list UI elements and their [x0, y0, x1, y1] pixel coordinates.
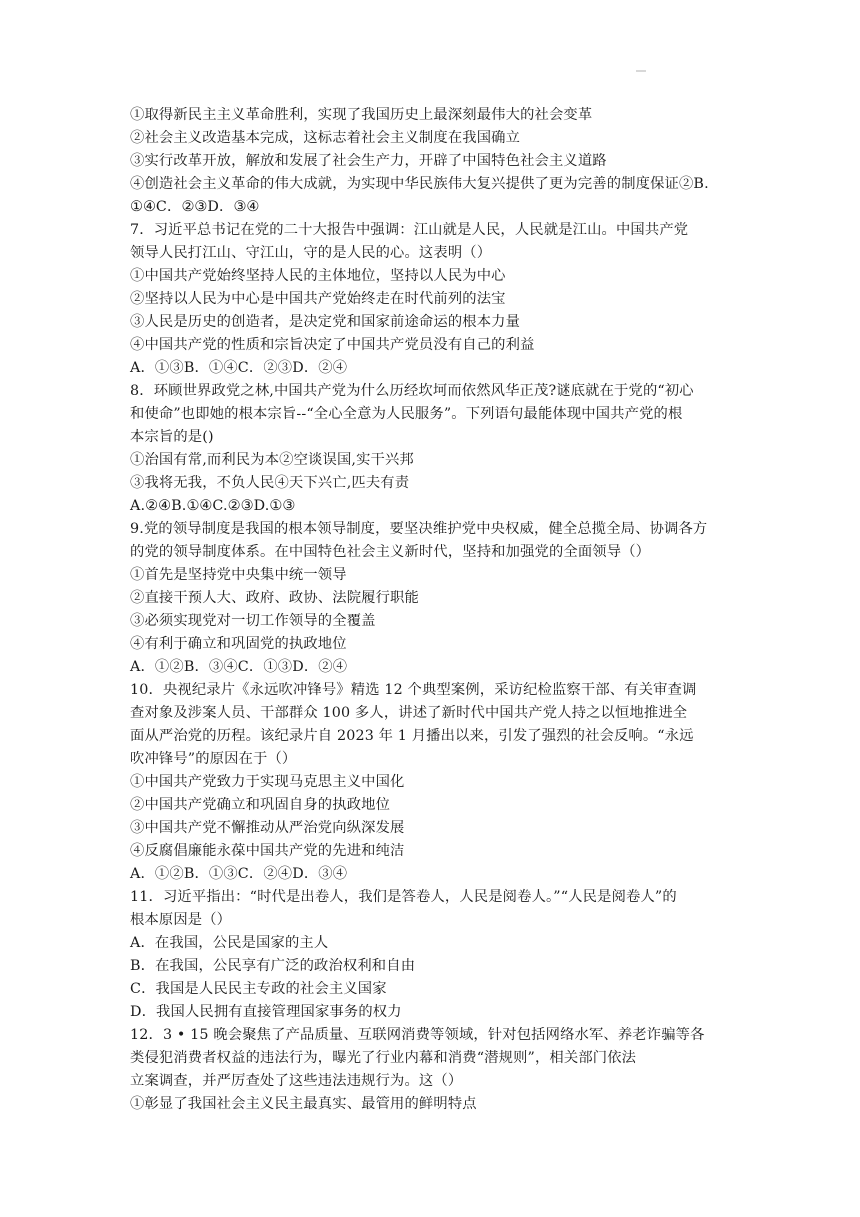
- text-line: 12．3 • 15 晚会聚焦了产品质量、互联网消费等领域，针对包括网络水军、养老诈骗等各: [130, 1027, 705, 1043]
- text-line: 11．习近平指出：“时代是出卷人，我们是答卷人，人民是阅卷人。”“人民是阅卷人”的: [130, 889, 677, 905]
- text-line: ①取得新民主主义革命胜利，实现了我国历史上最深刻最伟大的社会变革: [130, 107, 593, 123]
- text-line: ①彰显了我国社会主义民主最真实、最管用的鲜明特点: [130, 1096, 477, 1112]
- text-line: ①④C．②③D．③④: [130, 199, 260, 215]
- text-line: 9.党的领导制度是我国的根本领导制度，要坚决维护党中央权威，健全总揽全局、协调各方: [130, 521, 708, 537]
- page-corner-mark: [636, 70, 646, 72]
- text-line: ②中国共产党确立和巩固自身的执政地位: [130, 797, 391, 813]
- text-line: 本宗旨的是(): [130, 429, 214, 445]
- text-line: 查对象及涉案人员、干部群众 100 多人，讲述了新时代中国共产党人持之以恒地推进全: [130, 705, 688, 721]
- text-line: ③中国共产党不懈推动从严治党向纵深发展: [130, 820, 405, 836]
- text-line: ④创造社会主义革命的伟大成就，为实现中华民族伟大复兴提供了更为完善的制度保证②B.: [130, 176, 709, 192]
- text-line: ④反腐倡廉能永葆中国共产党的先进和纯洁: [130, 843, 405, 859]
- text-line: ②社会主义改造基本完成，这标志着社会主义制度在我国确立: [130, 130, 521, 146]
- text-line: ①治国有常,而利民为本②空谈误国,实干兴邦: [130, 452, 414, 468]
- text-line: ①中国共产党致力于实现马克思主义中国化: [130, 774, 405, 790]
- text-line: ③我将无我，不负人民④天下兴亡,匹夫有责: [130, 475, 410, 491]
- text-line: ③必须实现党对一切工作领导的全覆盖: [130, 613, 376, 629]
- text-line: ②坚持以人民为中心是中国共产党始终走在时代前列的法宝: [130, 291, 506, 307]
- text-line: ④中国共产党的性质和宗旨决定了中国共产党员没有自己的利益: [130, 337, 535, 353]
- text-line: 7．习近平总书记在党的二十大报告中强调：江山就是人民，人民就是江山。中国共产党: [130, 222, 689, 238]
- text-line: 吹冲锋号”的原因在于（）: [130, 751, 297, 767]
- text-line: B．在我国，公民享有广泛的政治权利和自由: [130, 958, 416, 974]
- text-line: A.②④B.①④C.②③D.①③: [130, 498, 296, 514]
- text-line: ③人民是历史的创造者，是决定党和国家前途命运的根本力量: [130, 314, 521, 330]
- text-line: 的党的领导制度体系。在中国特色社会主义新时代，坚持和加强党的全面领导（）: [130, 544, 651, 560]
- text-line: ②直接干预人大、政府、政协、法院履行职能: [130, 590, 419, 606]
- text-line: 类侵犯消费者权益的违法行为，曝光了行业内幕和消费“潜规则”，相关部门依法: [130, 1050, 637, 1066]
- text-line: ①中国共产党始终坚持人民的主体地位，坚持以人民为中心: [130, 268, 506, 284]
- text-line: D．我国人民拥有直接管理国家事务的权力: [130, 1004, 402, 1020]
- text-line: 领导人民打江山、守江山，守的是人民的心。这表明（）: [130, 245, 492, 261]
- text-line: ④有利于确立和巩固党的执政地位: [130, 636, 347, 652]
- text-line: 面从严治党的历程。该纪录片自 2023 年 1 月播出以来，引发了强烈的社会反响。“永远: [130, 728, 694, 744]
- text-line: C．我国是人民民主专政的社会主义国家: [130, 981, 387, 997]
- text-line: ①首先是坚持党中央集中统一领导: [130, 567, 347, 583]
- text-line: 10．央视纪录片《永远吹冲锋号》精选 12 个典型案例，采访纪检监察干部、有关审查调: [130, 682, 697, 698]
- text-line: 根本原因是（）: [130, 912, 232, 928]
- text-line: 立案调查，并严厉查处了这些违法违规行为。这（）: [130, 1073, 463, 1089]
- question-text: [130, 104, 740, 1116]
- text-line: A．①③B．①④C．②③D．②④: [130, 360, 348, 376]
- text-line: ③实行改革开放，解放和发展了社会生产力，开辟了中国特色社会主义道路: [130, 153, 607, 169]
- text-line: 和使命”也即她的根本宗旨--“全心全意为人民服务”。下列语句最能体现中国共产党的根: [130, 406, 683, 422]
- text-line: A．①②B．①③C．②④D．③④: [130, 866, 348, 882]
- text-line: 8．环顾世界政党之林,中国共产党为什么历经坎坷而依然风华正茂?谜底就在于党的“初心: [130, 383, 694, 399]
- text-line: A．在我国，公民是国家的主人: [130, 935, 329, 951]
- text-line: A．①②B．③④C．①③D．②④: [130, 659, 348, 675]
